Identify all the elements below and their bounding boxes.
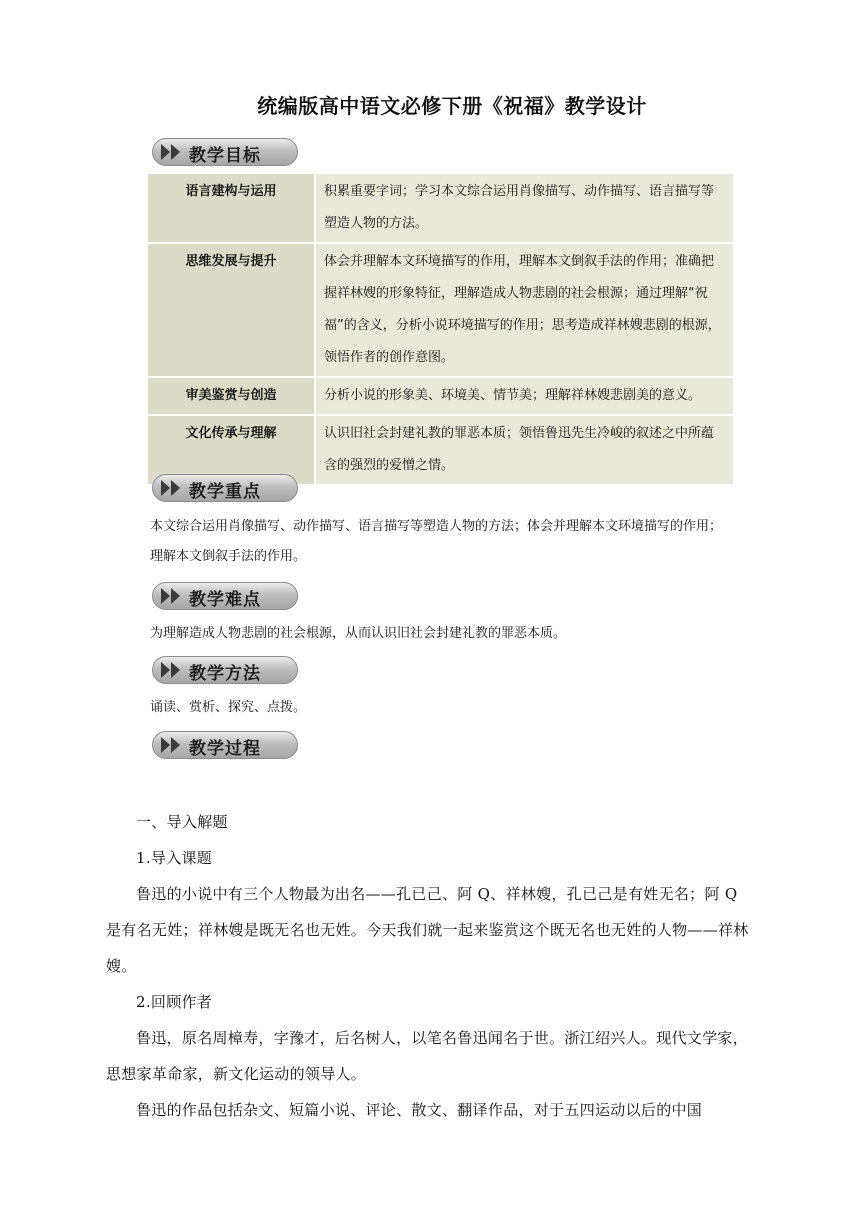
section-banner-process bbox=[152, 731, 298, 759]
section-title: 教学过程 bbox=[189, 739, 261, 759]
page-title: 统编版高中语文必修下册《祝福》教学设计 bbox=[257, 94, 647, 118]
section-title: 教学目标 bbox=[189, 146, 261, 166]
paragraph: 鲁迅的作品包括杂文、短篇小说、评论、散文、翻译作品，对于五四运动以后的中国 bbox=[136, 1101, 703, 1119]
chevron-double-right-icon bbox=[159, 587, 187, 605]
heading-intro: 一、导入解题 bbox=[136, 813, 228, 831]
goal-value: 体会并理解本文环境描写的作用，理解本文倒叙手法的作用；准确把握祥林嫂的形象特征，理解造成人物悲剧的社会根源；通过理解“祝福”的含义，分析小说环境描写的作用；思考造成祥林嫂悲剧的根源，领悟作者的创作意图。 bbox=[315, 243, 733, 377]
table-row bbox=[148, 377, 733, 415]
goal-key: 审美鉴赏与创造 bbox=[148, 377, 315, 415]
process-body bbox=[106, 804, 756, 1128]
chevron-double-right-icon bbox=[159, 661, 187, 679]
section-title: 教学方法 bbox=[189, 664, 261, 684]
method-text: 诵读、赏析、探究、点拨。 bbox=[150, 700, 307, 715]
section-banner-key bbox=[152, 474, 298, 502]
section-banner-goals bbox=[152, 138, 298, 166]
goal-value: 积累重要字词；学习本文综合运用肖像描写、动作描写、语言描写等塑造人物的方法。 bbox=[315, 174, 733, 243]
subheading-intro-topic: 1.导入课题 bbox=[136, 849, 213, 867]
table-row bbox=[148, 243, 733, 377]
paragraph: 鲁迅，原名周樟寿，字豫才，后名树人，以笔名鲁迅闻名于世。浙江绍兴人。现代文学家，思想家革命家，新文化运动的领导人。 bbox=[106, 1029, 749, 1083]
difficult-points-text: 为理解造成人物悲剧的社会根源，从而认识旧社会封建礼教的罪恶本质。 bbox=[150, 626, 567, 641]
chevron-double-right-icon bbox=[159, 479, 187, 497]
key-points-text: 本文综合运用肖像描写、动作描写、语言描写等塑造人物的方法；体会并理解本文环境描写的作用；理解本文倒叙手法的作用。 bbox=[150, 519, 723, 564]
goal-key: 语言建构与运用 bbox=[148, 174, 315, 243]
section-title: 教学重点 bbox=[189, 482, 261, 502]
section-banner-method bbox=[152, 656, 298, 684]
goal-value: 分析小说的形象美、环境美、情节美；理解祥林嫂悲剧美的意义。 bbox=[315, 377, 733, 415]
chevron-double-right-icon bbox=[159, 143, 187, 161]
table-row bbox=[148, 174, 733, 243]
subheading-review-author: 2.回顾作者 bbox=[136, 993, 213, 1011]
paragraph: 鲁迅的小说中有三个人物最为出名——孔已己、阿 Q、祥林嫂，孔已己是有姓无名；阿 Q 是有名无姓；祥林嫂是既无名也无姓。今天我们就一起来鉴赏这个既无名也无姓的人物——祥林嫂。 bbox=[106, 885, 749, 975]
goal-key: 思维发展与提升 bbox=[148, 243, 315, 377]
chevron-double-right-icon bbox=[159, 736, 187, 754]
goal-key: 文化传承与理解 bbox=[148, 415, 315, 485]
goals-table bbox=[148, 174, 733, 486]
goal-value: 认识旧社会封建礼教的罪恶本质；领悟鲁迅先生冷峻的叙述之中所蕴含的强烈的爱憎之情。 bbox=[315, 415, 733, 485]
section-banner-difficult bbox=[152, 582, 298, 610]
section-title: 教学难点 bbox=[189, 590, 261, 610]
